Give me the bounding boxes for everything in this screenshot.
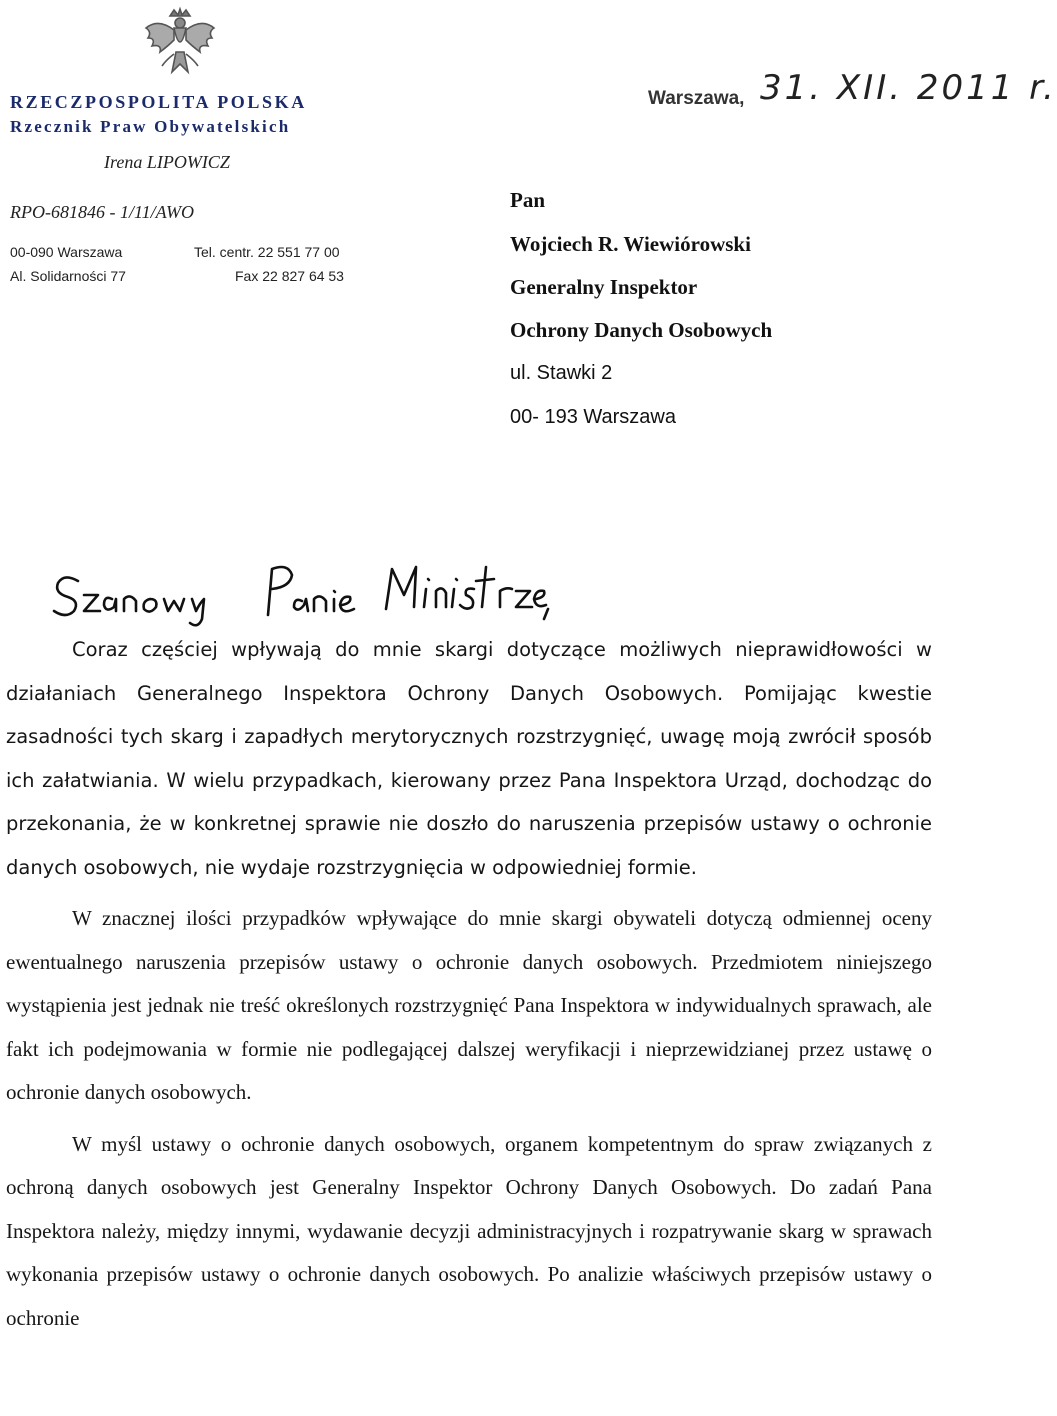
paragraph-1: Coraz częściej wpływają do mnie skargi dotyczące możliwych nieprawidłowości w działaniach Generalnego Inspektora Ochrony Danych Osobowych. Pomijając kwestie zasadności tych skarg i zapadłych merytorycznych rozstrzygnięć, uwagę moją zwrócił sposób ich załatwiania. W wielu przypadkach, kierowany przez Pana Inspektora Urząd, dochodząc do przekonania, że w konkretnej sprawie nie doszło do naruszenia przepisów ustawy o ochronie danych osobowych, nie wydaje rozstrzygnięcia w odpowiedniej formie.	[6, 638, 932, 879]
date-place: Warszawa,	[648, 88, 745, 109]
recipient-street: ul. Stawki 2	[510, 362, 613, 384]
paragraph-2: W znacznej ilości przypadków wpływające do mnie skargi obywateli dotyczą odmiennej oceny ewentualnego naruszenia przepisów ustawy o ochronie danych osobowych. Przedmiotem niniejszego wystąpienia jest jednak nie treść określonych rozstrzygnięć Pana Inspektora w indywidualnych sprawach, ale fakt ich podejmowania w formie nie podlegającej dalszej weryfikacji i nieprzewidzianej przez ustawę o ochronie danych osobowych.	[6, 906, 932, 1104]
fax-number: Fax 22 827 64 53	[235, 268, 344, 284]
recipient-name: Wojciech R. Wiewiórowski	[510, 232, 751, 256]
letterhead-person: Irena LIPOWICZ	[104, 152, 230, 172]
reference-number: RPO-681846 - 1/11/AWO	[10, 202, 194, 222]
recipient-city: 00- 193 Warszawa	[510, 406, 676, 428]
letter-body	[6, 628, 932, 1340]
address-line-2: Al. Solidarności 77	[10, 268, 126, 284]
recipient-title-2: Ochrony Danych Osobowych	[510, 318, 773, 342]
handwritten-salutation	[50, 545, 550, 625]
paragraph-3: W myśl ustawy o ochronie danych osobowych, organem kompetentnym do spraw związanych z ochroną danych osobowych jest Generalny Inspektor Ochrony Danych Osobowych. Do zadań Pana Inspektora należy, między innymi, wydawanie decyzji administracyjnych i rozpatrywanie skarg w sprawach wykonania przepisów ustawy o ochronie danych osobowych. Po analizie właściwych przepisów ustawy o ochronie	[6, 1131, 932, 1330]
phone-number: Tel. centr. 22 551 77 00	[194, 244, 340, 260]
recipient-salutation: Pan	[510, 188, 546, 212]
letterhead-office: Rzecznik Praw Obywatelskich	[10, 117, 291, 136]
handwritten-date: 31. XII. 2011 r.	[760, 68, 1057, 108]
polish-eagle-emblem-icon	[140, 6, 220, 84]
recipient-title-1: Generalny Inspektor	[510, 275, 698, 299]
letterhead-title: RZECZPOSPOLITA POLSKA	[10, 92, 307, 112]
address-line-1: 00-090 Warszawa	[10, 244, 123, 260]
